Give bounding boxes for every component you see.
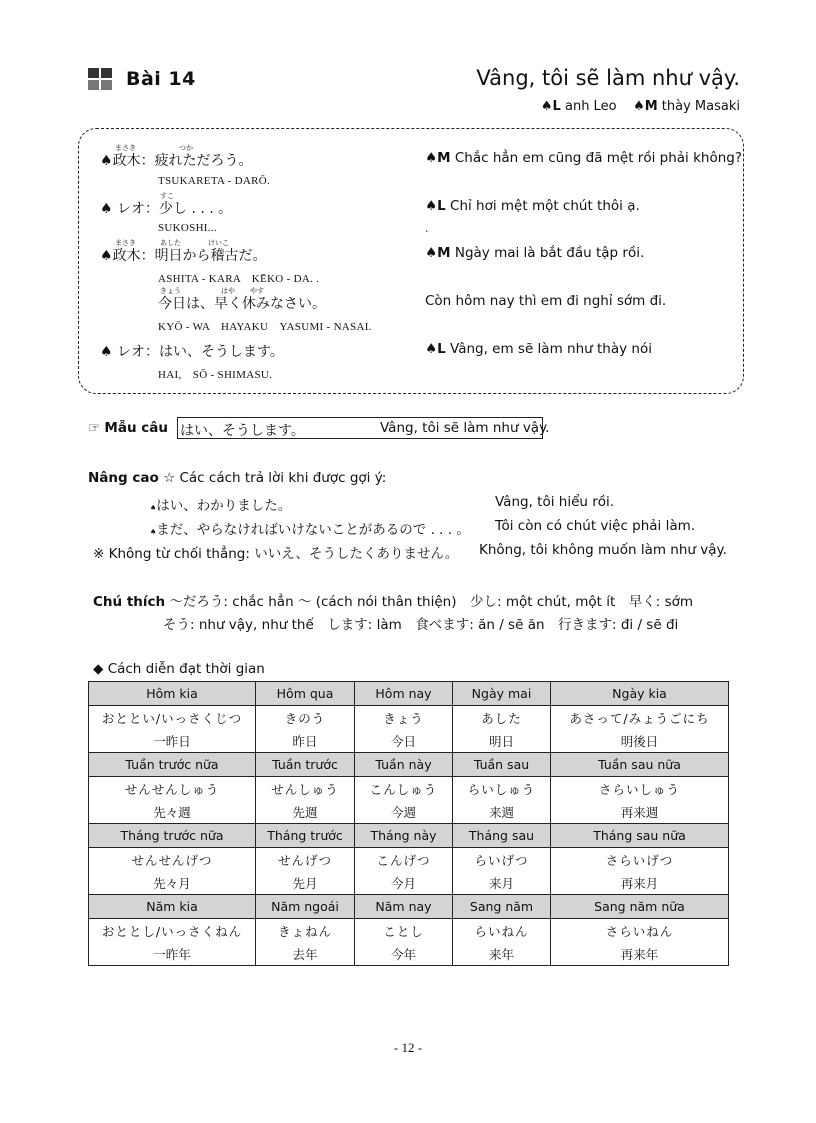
table-cell: せんしゅう bbox=[256, 777, 355, 801]
dialog-line-4: 今日は、早く休みなさい。 bbox=[158, 296, 326, 312]
table-header-cell: Năm nay bbox=[355, 895, 453, 919]
table-header-cell: Năm kia bbox=[89, 895, 256, 919]
lesson-title: Vâng, tôi sẽ làm như vậy. bbox=[476, 66, 740, 90]
page-number: - 12 - bbox=[393, 1040, 423, 1055]
table-header-cell: Ngày mai bbox=[453, 682, 551, 706]
dialog-line-2: ♠ レオ：少し . . . 。 bbox=[100, 201, 233, 217]
table-header-cell: Tuần sau bbox=[453, 753, 551, 777]
table-header-cell: Tháng sau nữa bbox=[551, 824, 729, 848]
table-cell: 来年 bbox=[453, 942, 551, 966]
cast-list: ♠L anh Leo ♠M thày Masaki bbox=[540, 99, 740, 114]
table-header-cell: Sang năm nữa bbox=[551, 895, 729, 919]
translation-2: ♠L Chỉ hơi mệt một chút thôi ạ. bbox=[425, 198, 640, 214]
table-cell: こんげつ bbox=[355, 848, 453, 872]
pointing-hand-icon: ☞ bbox=[88, 420, 101, 436]
spade-icon: ♠ bbox=[150, 528, 157, 536]
dialog-line-5: ♠ レオ：はい、そうします。 bbox=[100, 344, 284, 360]
diamond-icon: ◆ bbox=[93, 661, 104, 677]
ruby: きょう bbox=[160, 287, 181, 295]
table-cell: せんげつ bbox=[256, 848, 355, 872]
table-cell: 一昨日 bbox=[89, 729, 256, 753]
table-row bbox=[89, 682, 729, 706]
table-cell: 再来週 bbox=[551, 800, 729, 824]
table-header-cell: Năm ngoái bbox=[256, 895, 355, 919]
star-icon: ☆ bbox=[163, 470, 176, 486]
table-row bbox=[89, 871, 729, 895]
spade-icon: ♠ bbox=[425, 245, 438, 261]
table-cell: さらいげつ bbox=[551, 848, 729, 872]
refuse-line: ※ Không từ chối thẳng: いいえ、そうしたくありません。 bbox=[93, 546, 459, 562]
table-cell: きょう bbox=[355, 706, 453, 730]
table-cell: きょねん bbox=[256, 919, 355, 943]
table-row bbox=[89, 706, 729, 730]
table-cell: おととし/いっさくねん bbox=[89, 919, 256, 943]
ruby: けいこ bbox=[208, 239, 229, 247]
table-row bbox=[89, 777, 729, 801]
table-cell: あさって/みょうごにち bbox=[551, 706, 729, 730]
table-cell: らいねん bbox=[453, 919, 551, 943]
table-cell: 再来月 bbox=[551, 871, 729, 895]
table-row bbox=[89, 800, 729, 824]
spade-icon: ♠ bbox=[100, 344, 113, 360]
sample-vn: Vâng, tôi sẽ làm như vậy. bbox=[380, 420, 550, 436]
romaji-2: SUKOSHI... bbox=[158, 222, 217, 234]
ruby: まさき bbox=[115, 239, 136, 247]
spade-icon: ♠ bbox=[100, 201, 113, 217]
table-row bbox=[89, 919, 729, 943]
table-row bbox=[89, 895, 729, 919]
table-header-cell: Tháng trước nữa bbox=[89, 824, 256, 848]
table-row bbox=[89, 729, 729, 753]
table-header-cell: Hôm qua bbox=[256, 682, 355, 706]
spade-icon: ♠ bbox=[540, 99, 553, 114]
table-cell: さらいしゅう bbox=[551, 777, 729, 801]
table-cell: 来月 bbox=[453, 871, 551, 895]
refuse-vn: Không, tôi không muốn làm như vậy. bbox=[479, 542, 727, 558]
table-cell: らいげつ bbox=[453, 848, 551, 872]
time-table bbox=[88, 681, 729, 966]
translation-3: ♠M Ngày mai là bắt đầu tập rồi. bbox=[425, 245, 645, 261]
table-header-cell: Hôm kia bbox=[89, 682, 256, 706]
table-cell: 先週 bbox=[256, 800, 355, 824]
notes-line-2: そう: như vậy, như thế します: làm 食べます: ăn / sẽ ăn 行きます: đi / sẽ đi bbox=[163, 617, 679, 633]
table-header-cell: Tuần trước nữa bbox=[89, 753, 256, 777]
table-row bbox=[89, 848, 729, 872]
advanced-jp-1: ♠はい、わかりました。 bbox=[150, 498, 292, 514]
table-cell: 一昨年 bbox=[89, 942, 256, 966]
table-header-cell: Hôm nay bbox=[355, 682, 453, 706]
table-cell: 今日 bbox=[355, 729, 453, 753]
table-cell: 明後日 bbox=[551, 729, 729, 753]
romaji-4: KYŌ - WA HAYAKU YASUMI - NASAI. bbox=[158, 321, 372, 333]
table-cell: 先々月 bbox=[89, 871, 256, 895]
advanced-vn-1: Vâng, tôi hiểu rồi. bbox=[495, 494, 615, 510]
spade-icon: ♠ bbox=[150, 504, 157, 512]
romaji-3: ASHITA - KARA KĒKO - DA. . bbox=[158, 273, 320, 285]
spade-icon: ♠ bbox=[100, 153, 113, 169]
dialog-line-3: ♠政木：明日から稽古だ。 bbox=[100, 248, 267, 264]
advanced-jp-2: ♠まだ、やらなければいけないことがあるので . . . 。 bbox=[150, 522, 470, 538]
sample-label: ☞ Mẫu câu bbox=[88, 420, 168, 436]
advanced-vn-2: Tôi còn có chút việc phải làm. bbox=[495, 518, 696, 534]
lesson-icon bbox=[88, 68, 114, 92]
spade-icon: ♠ bbox=[425, 150, 438, 166]
table-cell: 今月 bbox=[355, 871, 453, 895]
table-cell: さらいねん bbox=[551, 919, 729, 943]
table-cell: 先月 bbox=[256, 871, 355, 895]
lesson-number: Bài 14 bbox=[126, 68, 196, 90]
ruby: はや bbox=[221, 287, 235, 295]
table-row bbox=[89, 824, 729, 848]
table-row bbox=[89, 942, 729, 966]
table-header-cell: Tháng sau bbox=[453, 824, 551, 848]
table-row bbox=[89, 753, 729, 777]
table-cell: 昨日 bbox=[256, 729, 355, 753]
table-cell: 先々週 bbox=[89, 800, 256, 824]
translation-4: Còn hôm nay thì em đi nghỉ sớm đi. bbox=[425, 293, 667, 309]
table-cell: 今年 bbox=[355, 942, 453, 966]
romaji-1: TSUKARETA - DARŌ. bbox=[158, 175, 271, 187]
table-cell: おととい/いっさくじつ bbox=[89, 706, 256, 730]
dialog-line-1: ♠政木：疲れただろう。 bbox=[100, 153, 253, 169]
ruby: まさき bbox=[115, 144, 136, 152]
notes-line-1: Chú thích ～だろう: chắc hẳn ～ (cách nói thân thiện) 少し: một chút, một ít 早く: sớm bbox=[93, 594, 694, 610]
time-section-title: ◆ Cách diễn đạt thời gian bbox=[93, 661, 265, 677]
spade-icon: ♠ bbox=[100, 248, 113, 264]
translation-5: ♠L Vâng, em sẽ làm như thày nói bbox=[425, 341, 652, 357]
table-header-cell: Ngày kia bbox=[551, 682, 729, 706]
table-header-cell: Tuần trước bbox=[256, 753, 355, 777]
translation-1: ♠M Chắc hẳn em cũng đã mệt rồi phải không? bbox=[425, 150, 743, 166]
spade-icon: ♠ bbox=[425, 198, 438, 214]
table-header-cell: Tuần sau nữa bbox=[551, 753, 729, 777]
table-header-cell: Tuần này bbox=[355, 753, 453, 777]
table-cell: 再来年 bbox=[551, 942, 729, 966]
ruby: つか bbox=[179, 144, 193, 152]
sample-jp: はい、そうします。 bbox=[180, 423, 305, 439]
table-cell: せんせんしゅう bbox=[89, 777, 256, 801]
spade-icon: ♠ bbox=[633, 99, 645, 114]
table-cell: こんしゅう bbox=[355, 777, 453, 801]
table-cell: 明日 bbox=[453, 729, 551, 753]
ruby: やす bbox=[250, 287, 264, 295]
spade-icon: ♠ bbox=[425, 341, 438, 357]
table-cell: らいしゅう bbox=[453, 777, 551, 801]
table-cell: きのう bbox=[256, 706, 355, 730]
table-header-cell: Tháng này bbox=[355, 824, 453, 848]
advanced-heading: Nâng cao ☆ Các cách trả lời khi được gợi ý: bbox=[88, 470, 387, 486]
table-cell: ことし bbox=[355, 919, 453, 943]
table-cell: せんせんげつ bbox=[89, 848, 256, 872]
table-header-cell: Sang năm bbox=[453, 895, 551, 919]
table-cell: 今週 bbox=[355, 800, 453, 824]
table-cell: 来週 bbox=[453, 800, 551, 824]
table-header-cell: Tháng trước bbox=[256, 824, 355, 848]
romaji-5: HAI, SŌ - SHIMASU. bbox=[158, 369, 273, 381]
table-cell: あした bbox=[453, 706, 551, 730]
ruby: あした bbox=[160, 239, 181, 247]
ruby: すこ bbox=[160, 192, 174, 200]
table-cell: 去年 bbox=[256, 942, 355, 966]
